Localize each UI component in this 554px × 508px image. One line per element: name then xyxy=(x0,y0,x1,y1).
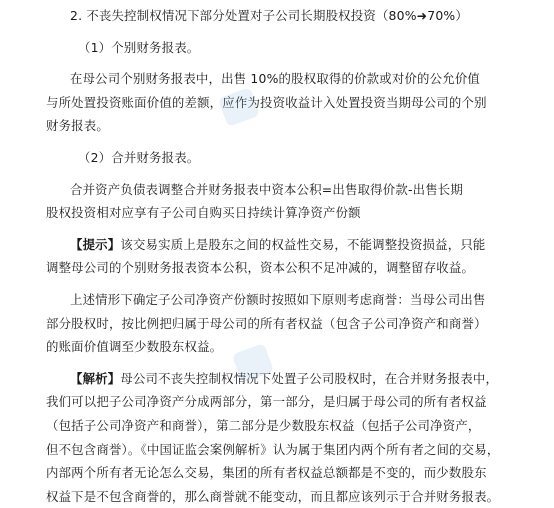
section-heading: 2. 不丧失控制权情况下部分处置对子公司长期股权投资（80%➜70%） xyxy=(70,8,468,23)
analysis-line: 我们可以把子公司净资产分成两部分，第一部分，是归属于母公司的所有者权益 xyxy=(46,394,487,410)
paragraph-line: 财务报表。 xyxy=(46,118,109,134)
tip-text: 该交易实质上是股东之间的权益性交易，不能调整投资损益，只能 xyxy=(120,236,486,252)
tip-tag: 【提示】 xyxy=(70,236,121,252)
analysis-tag: 【解析】 xyxy=(70,370,121,386)
analysis-line: 内部两个所有者无论怎么交易，集团的所有者权益总额都是不变的，而少数股东 xyxy=(46,465,487,481)
subsection-title-individual: （1）个别财务报表。 xyxy=(78,39,200,55)
paragraph-line: 的账面价值调至少数股东权益。 xyxy=(46,339,223,355)
analysis-line: （包括子公司净资产和商誉），第二部分是少数股东权益（包括子公司净资产， xyxy=(46,417,481,433)
analysis-line: 权益下是不包含商誉的，那么商誉就不能变动，而且都应该列示于合并财务报表。 xyxy=(46,488,500,504)
subsection-title-consolidated: （2）合并财务报表。 xyxy=(78,149,200,165)
tip-line xyxy=(46,233,546,257)
tip-line: 调整母公司的个别财务报表资本公积，资本公积不足冲减的，调整留存收益。 xyxy=(46,260,475,276)
paragraph-line: 部分股权时，按比例把归属于母公司的所有者权益（包含子公司净资产和商誉） xyxy=(46,315,487,331)
analysis-line xyxy=(46,367,546,391)
paragraph-line: 股权投资相对应享有子公司自购买日持续计算净资产份额 xyxy=(46,205,361,221)
analysis-text: 母公司不丧失控制权情况下处置子公司股权时，在合并财务报表中， xyxy=(120,370,499,386)
paragraph-line: 在母公司个别财务报表中，出售 10%的股权取得的价款或对价的公允价值 xyxy=(70,71,480,87)
paragraph-line: 上述情形下确定子公司净资产份额时按照如下原则考虑商誉：当母公司出售 xyxy=(70,291,486,307)
paragraph-line: 与所处置投资账面价值的差额，应作为投资收益计入处置投资当期母公司的个别 xyxy=(46,94,487,110)
paragraph-line: 合并资产负债表调整合并财务报表中资本公积=出售取得价款-出售长期 xyxy=(70,181,463,197)
analysis-line: 但不包含商誉）。《中国证监会案例解析》认为属于集团内两个所有者之间的交易， xyxy=(46,441,500,457)
